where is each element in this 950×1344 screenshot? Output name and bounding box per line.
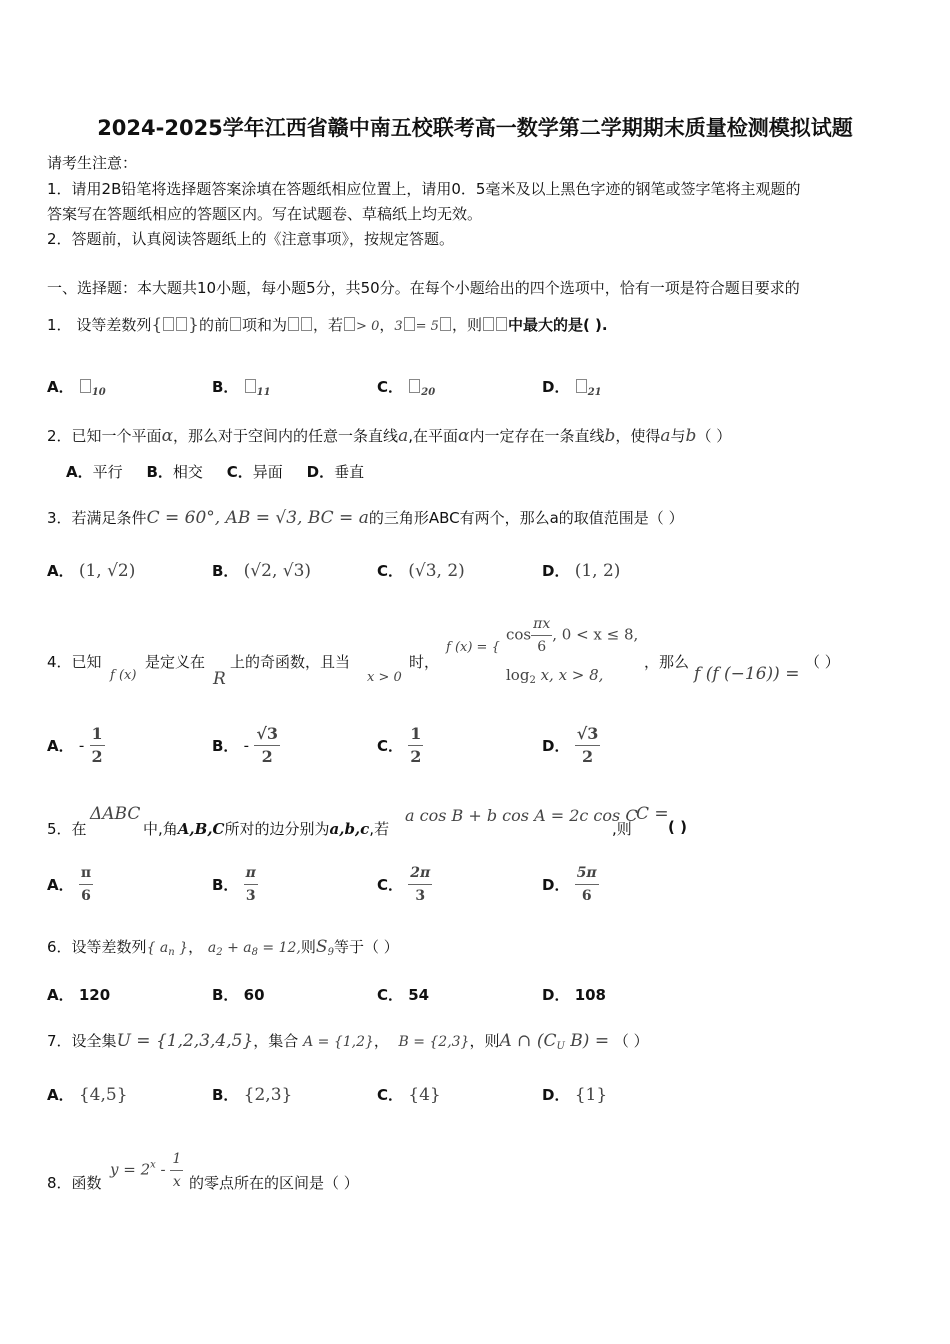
placeholder-icon xyxy=(230,317,241,331)
q4-text-4: 时， xyxy=(409,653,440,671)
placeholder-icon xyxy=(483,317,494,331)
notice-heading: 请考生注意： xyxy=(47,154,138,172)
q4-expression: f (f (−16)) = xyxy=(694,664,800,684)
q4-text-3: 上的奇函数，且当 xyxy=(230,653,351,671)
q5-option-b[interactable]: B． $\frac{\pi}{3}$ xyxy=(212,865,256,904)
placeholder-icon xyxy=(440,317,451,331)
q1-option-c[interactable]: C． $_{20}$ xyxy=(377,378,436,398)
q4-option-c[interactable]: C． $\frac{1}{2}$ xyxy=(377,724,422,766)
question-2: 2．已知一个平面α，那么对于空间内的任意一条直线a,在平面α内一定存在一条直线b，使得a与b（ ） xyxy=(47,426,732,446)
question-6: 6．设等差数列{ $a_n$ }， $a_2 + a_8 = 12$,则$S_9$等于（ ） xyxy=(47,937,399,958)
q7-option-c[interactable]: C． {4} xyxy=(377,1085,441,1105)
q2-option-b[interactable]: B．相交 xyxy=(146,463,203,481)
q1-option-a[interactable]: A． $_{10}$ xyxy=(47,378,106,398)
question-4: 4．已知 xyxy=(47,653,102,671)
brace-icon: { xyxy=(151,315,163,335)
q4-option-b[interactable]: B． - $\frac{√3}{2}$ xyxy=(212,724,278,766)
question-5: 5．在 xyxy=(47,820,87,838)
placeholder-icon xyxy=(288,317,299,331)
q5-option-d[interactable]: D． $\frac{5\pi}{6}$ xyxy=(542,865,597,904)
page-title: 2024-2025学年江西省赣中南五校联考高一数学第二学期期末质量检测模拟试题 xyxy=(97,116,853,140)
q4-def: f (x) = { xyxy=(446,640,500,655)
question-8: 8．函数 xyxy=(47,1174,102,1192)
q6-option-b[interactable]: B． 60 xyxy=(212,986,265,1004)
q8-text: 的零点所在的区间是（ ） xyxy=(189,1174,359,1192)
question-7: 7．设全集U = {1,2,3,4,5}，集合 A = {1,2}， B = {2,3}，则A ∩ ($C_U$ B) = （ ） xyxy=(47,1031,649,1052)
q3-option-a[interactable]: A． (1, √2) xyxy=(47,561,136,581)
q4-text-5: ，那么 xyxy=(644,653,690,671)
q4-x-positive: x > 0 xyxy=(367,670,402,685)
q2-option-d[interactable]: D．垂直 xyxy=(306,463,365,481)
q5-triangle: ΔABC xyxy=(90,804,141,824)
notice-line1-cont: 答案写在答题纸相应的答题区内。写在试题卷、草稿纸上均无效。 xyxy=(47,205,483,223)
q7-option-a[interactable]: A． {4,5} xyxy=(47,1085,128,1105)
q5-text: 中,角A,B,C所对的边分别为a,b,c,若 xyxy=(143,820,390,838)
placeholder-icon xyxy=(163,317,174,331)
q3-option-d[interactable]: D． (1, 2) xyxy=(542,561,621,581)
question-number: 1． xyxy=(47,316,72,334)
q3-option-b[interactable]: B． (√2, √3) xyxy=(212,561,312,581)
placeholder-icon xyxy=(409,379,420,393)
q5-option-a[interactable]: A． $\frac{\pi}{6}$ xyxy=(47,865,92,904)
placeholder-icon xyxy=(245,379,256,393)
question-1: 1． 设等差数列{ }的前 项和为 ，若 > 0，3 = 5 ，则 中最大的是( ). xyxy=(47,315,608,335)
q7-option-b[interactable]: B． {2,3} xyxy=(212,1085,293,1105)
placeholder-icon xyxy=(301,317,312,331)
q4-case-2: $\log_2 x$, x > 8, xyxy=(506,666,604,686)
q5-option-c[interactable]: C． $\frac{2\pi}{3}$ xyxy=(377,865,431,904)
placeholder-icon xyxy=(576,379,587,393)
notice-line2: 2．答题前，认真阅读答题纸上的《注意事项》，按规定答题。 xyxy=(47,230,455,248)
q6-option-d[interactable]: D． 108 xyxy=(542,986,606,1004)
q1-option-b[interactable]: B． $_{11}$ xyxy=(212,378,271,398)
placeholder-icon xyxy=(80,379,91,393)
q7-option-d[interactable]: D． {1} xyxy=(542,1085,608,1105)
q4-option-a[interactable]: A． - $\frac{1}{2}$ xyxy=(47,724,103,766)
section-heading: 一、选择题：本大题共10小题，每小题5分，共50分。在每个小题给出的四个选项中，恰有一项是符合题目要求的 xyxy=(47,279,800,297)
question-3: 3．若满足条件C = 60°, AB = √3, BC = a的三角形ABC有两个，那么a的取值范围是（ ） xyxy=(47,508,684,528)
q4-option-d[interactable]: D． $\frac{√3}{2}$ xyxy=(542,724,599,766)
q4-text-2: 是定义在 xyxy=(145,653,206,671)
q5-c-equals: C = xyxy=(636,804,669,824)
q1-option-d[interactable]: D． $_{21}$ xyxy=(542,378,602,398)
q6-option-a[interactable]: A． 120 xyxy=(47,986,111,1004)
q4-text-6: （ ） xyxy=(805,653,840,671)
notice-line1: 1．请用2B铅笔将选择题答案涂填在答题纸相应位置上，请用0．5毫米及以上黑色字迹的钢笔或签字笔将主观题的 xyxy=(47,180,801,198)
q2-option-a[interactable]: A．平行 xyxy=(66,463,123,481)
q6-option-c[interactable]: C． 54 xyxy=(377,986,430,1004)
q2-options xyxy=(66,461,364,482)
q2-option-c[interactable]: C．异面 xyxy=(226,463,283,481)
q4-fx: f (x) xyxy=(110,668,137,683)
placeholder-icon xyxy=(176,317,187,331)
placeholder-icon xyxy=(344,317,355,331)
q5-text-then: ,则 xyxy=(612,820,632,838)
placeholder-icon xyxy=(496,317,507,331)
q4-R: R xyxy=(213,669,226,689)
q4-case-1: cos $\frac{\pi x}{6}$ , 0 < x ≤ 8, xyxy=(506,616,639,655)
placeholder-icon xyxy=(404,317,415,331)
q5-equation: a cos B + b cos A = 2c cos C xyxy=(405,806,638,825)
q3-option-c[interactable]: C． (√3, 2) xyxy=(377,561,465,581)
q8-function: $y = 2^x$ - $\frac{1}{x}$ xyxy=(110,1151,182,1190)
q5-blank: ( ) xyxy=(668,818,687,836)
